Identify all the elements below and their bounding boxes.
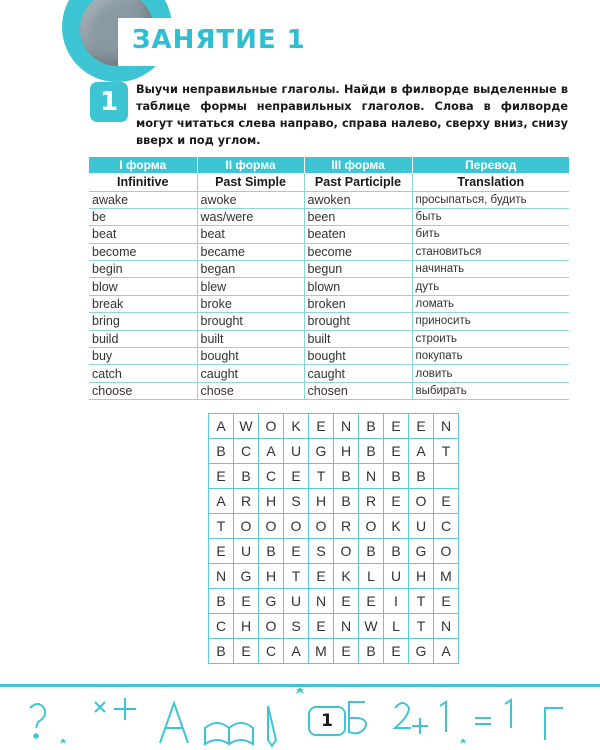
wordsearch-cell[interactable]: B: [209, 589, 234, 614]
wordsearch-cell[interactable]: H: [409, 564, 434, 589]
star-icon: [60, 738, 66, 744]
wordsearch-cell[interactable]: N: [209, 564, 234, 589]
wordsearch-cell[interactable]: B: [259, 539, 284, 564]
wordsearch-cell[interactable]: B: [359, 414, 384, 439]
table-row: [89, 295, 569, 312]
verb-form-cell: chose: [197, 382, 304, 399]
table-row: [89, 365, 569, 382]
table-row: [89, 313, 569, 330]
wordsearch-cell[interactable]: O: [309, 514, 334, 539]
verb-form-cell: began: [197, 261, 304, 278]
verb-form-cell: built: [304, 330, 412, 347]
table-row: [89, 191, 569, 208]
wordsearch-cell[interactable]: E: [284, 539, 309, 564]
verb-table-body: [89, 191, 569, 400]
wordsearch-cell[interactable]: N: [334, 414, 359, 439]
wordsearch-cell[interactable]: I: [384, 589, 409, 614]
wordsearch-cell[interactable]: E: [384, 489, 409, 514]
translation-cell: быть: [412, 208, 569, 225]
wordsearch-cell[interactable]: N: [434, 414, 459, 439]
verb-form-cell: beat: [89, 226, 197, 243]
column-header-cell: Infinitive: [89, 173, 197, 191]
table-row: [89, 278, 569, 295]
wordsearch-cell[interactable]: T: [409, 589, 434, 614]
plus-doodle: [114, 698, 136, 720]
wordsearch-cell[interactable]: H: [259, 564, 284, 589]
wordsearch-cell[interactable]: E: [309, 564, 334, 589]
wordsearch-cell[interactable]: T: [409, 614, 434, 639]
wordsearch-cell[interactable]: H: [234, 614, 259, 639]
wordsearch-cell[interactable]: T: [284, 564, 309, 589]
number-one-doodle: [440, 702, 446, 732]
wordsearch-cell[interactable]: K: [284, 414, 309, 439]
column-header-row: [89, 173, 569, 191]
wordsearch-cell[interactable]: S: [284, 489, 309, 514]
form-header-cell: II форма: [197, 157, 304, 173]
wordsearch-cell[interactable]: T: [309, 464, 334, 489]
wordsearch-cell[interactable]: B: [384, 539, 409, 564]
verb-form-cell: become: [89, 243, 197, 260]
verb-form-cell: bought: [197, 348, 304, 365]
verb-form-cell: awoke: [197, 191, 304, 208]
wordsearch-cell[interactable]: G: [234, 564, 259, 589]
translation-cell: бить: [412, 226, 569, 243]
wordsearch-cell[interactable]: E: [359, 589, 384, 614]
wordsearch-cell[interactable]: U: [284, 439, 309, 464]
table-row: [89, 348, 569, 365]
form-header-cell: III форма: [304, 157, 412, 173]
wordsearch-grid: [208, 413, 459, 664]
page-title: ЗАНЯТИЕ 1: [132, 25, 306, 55]
question-mark-doodle: [30, 704, 45, 728]
translation-cell: покупать: [412, 348, 569, 365]
wordsearch-cell[interactable]: G: [409, 539, 434, 564]
wordsearch-cell[interactable]: O: [334, 539, 359, 564]
form-header-cell: I форма: [89, 157, 197, 173]
wordsearch-cell[interactable]: N: [434, 614, 459, 639]
letter-g-doodle: [545, 708, 563, 740]
wordsearch-cell[interactable]: T: [434, 439, 459, 464]
verb-form-cell: be: [89, 208, 197, 225]
verb-form-cell: become: [304, 243, 412, 260]
wordsearch-cell[interactable]: [434, 464, 459, 489]
wordsearch-cell[interactable]: E: [334, 639, 359, 664]
wordsearch-cell[interactable]: U: [409, 514, 434, 539]
wordsearch-cell[interactable]: M: [434, 564, 459, 589]
wordsearch-cell[interactable]: E: [234, 639, 259, 664]
wordsearch-cell[interactable]: E: [434, 489, 459, 514]
wordsearch-cell[interactable]: W: [234, 414, 259, 439]
translation-cell: ловить: [412, 365, 569, 382]
verb-form-cell: chosen: [304, 382, 412, 399]
verb-form-cell: begun: [304, 261, 412, 278]
footer-decoration: [0, 688, 600, 750]
verb-form-cell: caught: [197, 365, 304, 382]
translation-cell: начинать: [412, 261, 569, 278]
page-number: 1: [308, 706, 346, 736]
wordsearch-cell[interactable]: C: [209, 614, 234, 639]
verb-form-cell: blow: [89, 278, 197, 295]
wordsearch-cell[interactable]: E: [209, 539, 234, 564]
verb-form-cell: break: [89, 295, 197, 312]
verb-form-cell: bring: [89, 313, 197, 330]
column-header-cell: Past Simple: [197, 173, 304, 191]
wordsearch-cell[interactable]: B: [234, 464, 259, 489]
wordsearch-cell[interactable]: B: [359, 639, 384, 664]
verb-form-cell: beat: [197, 226, 304, 243]
table-row: [89, 226, 569, 243]
footer-divider: [0, 684, 600, 687]
translation-cell: становиться: [412, 243, 569, 260]
wordsearch-cell[interactable]: W: [359, 614, 384, 639]
wordsearch-cell[interactable]: C: [259, 639, 284, 664]
wordsearch-cell[interactable]: T: [209, 514, 234, 539]
verb-form-cell: beaten: [304, 226, 412, 243]
form-header-row: [89, 157, 569, 173]
task-number-badge: 1: [90, 82, 128, 122]
wordsearch-cell[interactable]: U: [234, 539, 259, 564]
verb-form-cell: was/were: [197, 208, 304, 225]
wordsearch-cell[interactable]: E: [409, 414, 434, 439]
number-two-doodle: [395, 703, 411, 728]
verb-form-cell: bought: [304, 348, 412, 365]
table-row: [89, 208, 569, 225]
verb-form-cell: begin: [89, 261, 197, 278]
wordsearch-cell[interactable]: B: [359, 439, 384, 464]
verb-form-cell: broken: [304, 295, 412, 312]
wordsearch-cell[interactable]: E: [384, 639, 409, 664]
table-row: [89, 243, 569, 260]
wordsearch-cell[interactable]: S: [309, 539, 334, 564]
wordsearch-cell[interactable]: G: [309, 439, 334, 464]
wordsearch-cell[interactable]: B: [384, 464, 409, 489]
wordsearch-cell[interactable]: B: [334, 464, 359, 489]
star-icon: [296, 688, 304, 694]
number-one-doodle: [505, 700, 511, 728]
verb-form-cell: built: [197, 330, 304, 347]
wordsearch-cell[interactable]: B: [209, 439, 234, 464]
wordsearch-cell[interactable]: E: [434, 589, 459, 614]
wordsearch-cell[interactable]: A: [259, 439, 284, 464]
wordsearch-cell[interactable]: A: [434, 639, 459, 664]
pencil-doodle: [268, 706, 276, 746]
wordsearch-cell[interactable]: U: [284, 589, 309, 614]
wordsearch-cell[interactable]: O: [284, 514, 309, 539]
verb-form-cell: awake: [89, 191, 197, 208]
wordsearch-cell[interactable]: E: [309, 614, 334, 639]
verb-form-cell: blew: [197, 278, 304, 295]
verb-form-cell: brought: [304, 313, 412, 330]
wordsearch-cell[interactable]: B: [209, 639, 234, 664]
task-instructions: Выучи неправильные глаголы. Найди в филворде выделенные в таблице формы неправильных глаголов. Слова в филворде могут читаться слева направо, справа налево, сверху вниз, снизу вверх и под углом.: [136, 83, 568, 147]
wordsearch-cell[interactable]: O: [234, 514, 259, 539]
wordsearch-cell[interactable]: A: [209, 414, 234, 439]
wordsearch-cell[interactable]: B: [409, 464, 434, 489]
table-row: [89, 330, 569, 347]
verb-form-cell: buy: [89, 348, 197, 365]
translation-cell: выбирать: [412, 382, 569, 399]
verb-form-cell: catch: [89, 365, 197, 382]
wordsearch-cell[interactable]: B: [359, 539, 384, 564]
letter-b-doodle: [349, 702, 366, 733]
wordsearch-cell[interactable]: G: [259, 589, 284, 614]
equals-doodle: [475, 718, 491, 724]
wordsearch-cell[interactable]: O: [359, 514, 384, 539]
verb-form-cell: became: [197, 243, 304, 260]
multiply-doodle: [95, 702, 105, 712]
column-header-cell: Past Participle: [304, 173, 412, 191]
open-book-doodle: [205, 723, 253, 744]
wordsearch-cell[interactable]: N: [309, 589, 334, 614]
wordsearch-cell[interactable]: R: [234, 489, 259, 514]
wordsearch-cell[interactable]: K: [384, 514, 409, 539]
star-icon: [460, 738, 466, 744]
plus-doodle: [412, 718, 428, 734]
wordsearch-cell[interactable]: H: [259, 489, 284, 514]
wordsearch-cell[interactable]: A: [209, 489, 234, 514]
wordsearch-cell[interactable]: S: [284, 614, 309, 639]
wordsearch-cell[interactable]: R: [334, 514, 359, 539]
wordsearch-cell[interactable]: L: [384, 614, 409, 639]
table-row: [89, 261, 569, 278]
verb-form-cell: brought: [197, 313, 304, 330]
wordsearch-cell[interactable]: E: [209, 464, 234, 489]
translation-cell: приносить: [412, 313, 569, 330]
wordsearch-cell[interactable]: O: [409, 489, 434, 514]
wordsearch-cell[interactable]: R: [359, 489, 384, 514]
wordsearch-cell[interactable]: O: [434, 539, 459, 564]
verb-form-cell: been: [304, 208, 412, 225]
wordsearch-cell[interactable]: N: [359, 464, 384, 489]
verb-form-cell: broke: [197, 295, 304, 312]
wordsearch-cell[interactable]: L: [359, 564, 384, 589]
wordsearch-cell[interactable]: A: [284, 639, 309, 664]
wordsearch-cell[interactable]: A: [409, 439, 434, 464]
verb-form-cell: awoken: [304, 191, 412, 208]
letter-a-doodle: [160, 703, 188, 743]
translation-cell: просыпаться, будить: [412, 191, 569, 208]
wordsearch-cell[interactable]: O: [259, 614, 284, 639]
wordsearch-cell[interactable]: E: [234, 589, 259, 614]
wordsearch-cell[interactable]: N: [334, 614, 359, 639]
translation-cell: дуть: [412, 278, 569, 295]
wordsearch-cell[interactable]: H: [334, 439, 359, 464]
wordsearch-cell[interactable]: C: [234, 439, 259, 464]
translation-cell: ломать: [412, 295, 569, 312]
translation-cell: строить: [412, 330, 569, 347]
wordsearch-cell[interactable]: B: [334, 489, 359, 514]
wordsearch-cell[interactable]: E: [384, 439, 409, 464]
table-row: [89, 382, 569, 399]
wordsearch-cell[interactable]: E: [384, 414, 409, 439]
verb-form-cell: choose: [89, 382, 197, 399]
wordsearch-cell[interactable]: U: [384, 564, 409, 589]
wordsearch-cell[interactable]: O: [259, 514, 284, 539]
wordsearch-cell[interactable]: E: [334, 589, 359, 614]
wordsearch-cell[interactable]: C: [434, 514, 459, 539]
verb-form-cell: caught: [304, 365, 412, 382]
form-header-cell: Перевод: [412, 157, 569, 173]
wordsearch-cell[interactable]: O: [259, 414, 284, 439]
verb-form-cell: build: [89, 330, 197, 347]
wordsearch-cell[interactable]: M: [309, 639, 334, 664]
wordsearch-cell[interactable]: H: [309, 489, 334, 514]
column-header-cell: Translation: [412, 173, 569, 191]
irregular-verbs-table: [89, 157, 569, 400]
wordsearch-cell[interactable]: G: [409, 639, 434, 664]
wordsearch-cell[interactable]: E: [309, 414, 334, 439]
wordsearch-cell[interactable]: K: [334, 564, 359, 589]
verb-form-cell: blown: [304, 278, 412, 295]
wordsearch-cell[interactable]: C: [259, 464, 284, 489]
wordsearch-cell[interactable]: E: [284, 464, 309, 489]
